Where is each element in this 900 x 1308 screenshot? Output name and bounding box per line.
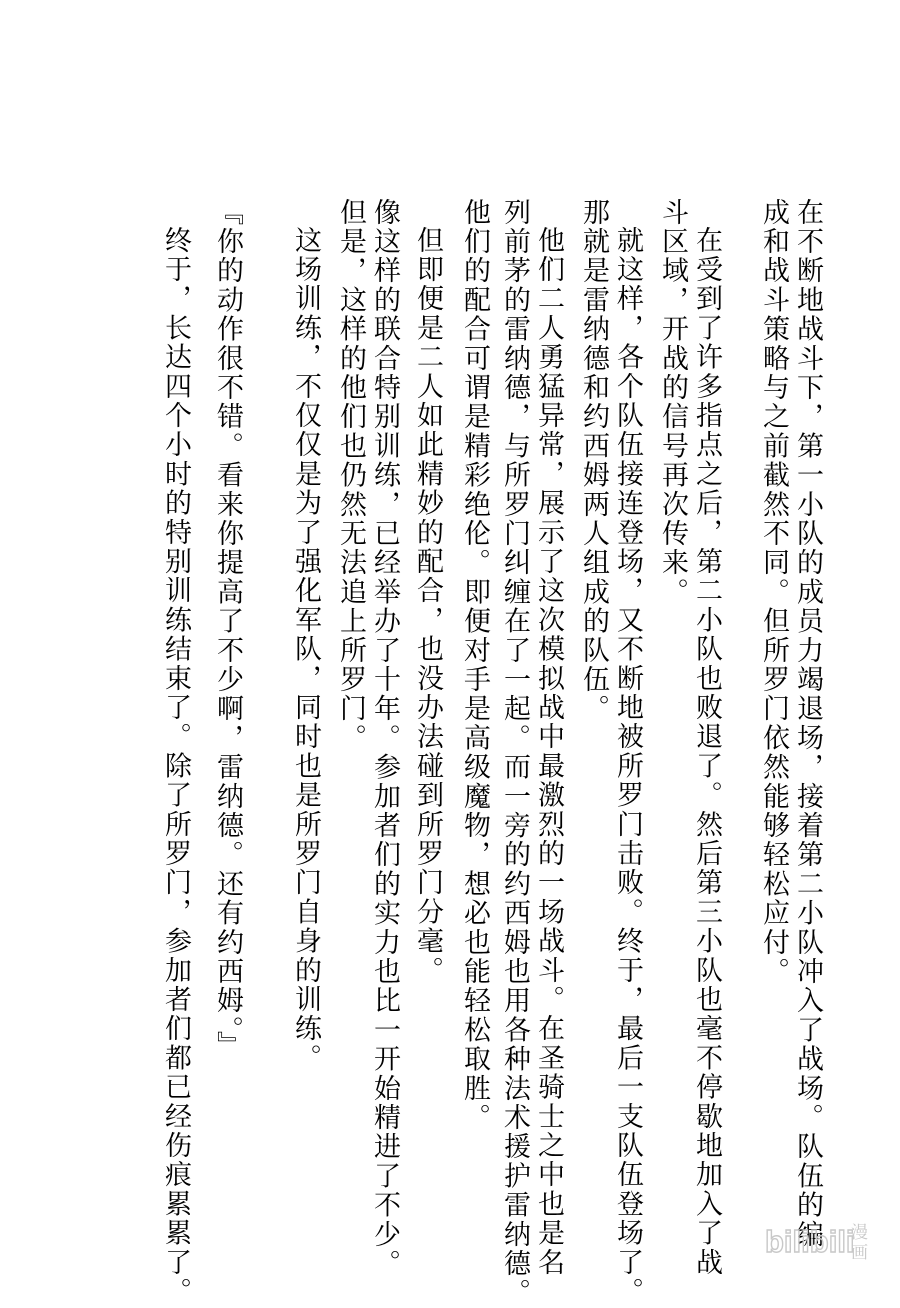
text-column-8: 列前茅的雷纳德，与所罗门纠缠在了一起。而一旁的约西姆也用各种法术援护雷纳德。	[499, 198, 530, 1308]
bilibili-manga-watermark	[765, 1218, 875, 1262]
text-column-15: 终于，长达四个小时的特别训练结束了。除了所罗门，参加者们都已经伤痕累累了。	[160, 226, 191, 1307]
watermark-sub-2: 画	[851, 1243, 868, 1262]
watermark-sub-1: 漫	[851, 1223, 868, 1243]
text-column-6: 那就是雷纳德和约西姆两人组成的队伍。	[578, 198, 609, 724]
text-column-5: 就这样，各个队伍接连登场，又不断地被所罗门击败。终于，最后一支队伍登场了。	[612, 226, 643, 1307]
text-column-14: 『你的动作很不错。看来你提高了不少啊，雷纳德。还有约西姆。』	[212, 198, 243, 1061]
watermark-text: bilibili	[765, 1224, 855, 1259]
text-column-9: 他们的配合可谓是精彩绝伦。即便对手是高级魔物，想必也能轻松取胜。	[459, 198, 490, 1133]
text-column-13: 这场训练，不仅仅是为了强化军队，同时也是所罗门自身的训练。	[290, 226, 321, 1073]
text-column-7: 他们二人勇猛异常，展示了这次模拟战中最激烈的一场战斗。在圣骑士之中也是名	[533, 226, 564, 1278]
text-column-12: 但是，这样的他们也仍然无法追上所罗门。	[335, 198, 366, 753]
text-column-10: 但即便是二人如此精妙的配合，也没办法碰到所罗门分毫。	[412, 226, 443, 986]
text-column-1: 在不断地战斗下，第一小队的成员力竭退场，接着第二小队冲入了战场。队伍的编	[792, 198, 823, 1250]
text-column-3: 在受到了许多指点之后，第二小队也败退了。然后第三小队也毫不停歇地加入了战	[691, 226, 722, 1278]
text-column-11: 像这样的联合特别训练，已经举办了十年。参加者们的实力也比一开始精进了不少。	[369, 198, 400, 1279]
text-column-4: 斗区域，开战的信号再次传来。	[657, 198, 688, 607]
text-column-2: 成和战斗策略与之前截然不同。但所罗门依然能够轻松应付。	[758, 198, 789, 987]
